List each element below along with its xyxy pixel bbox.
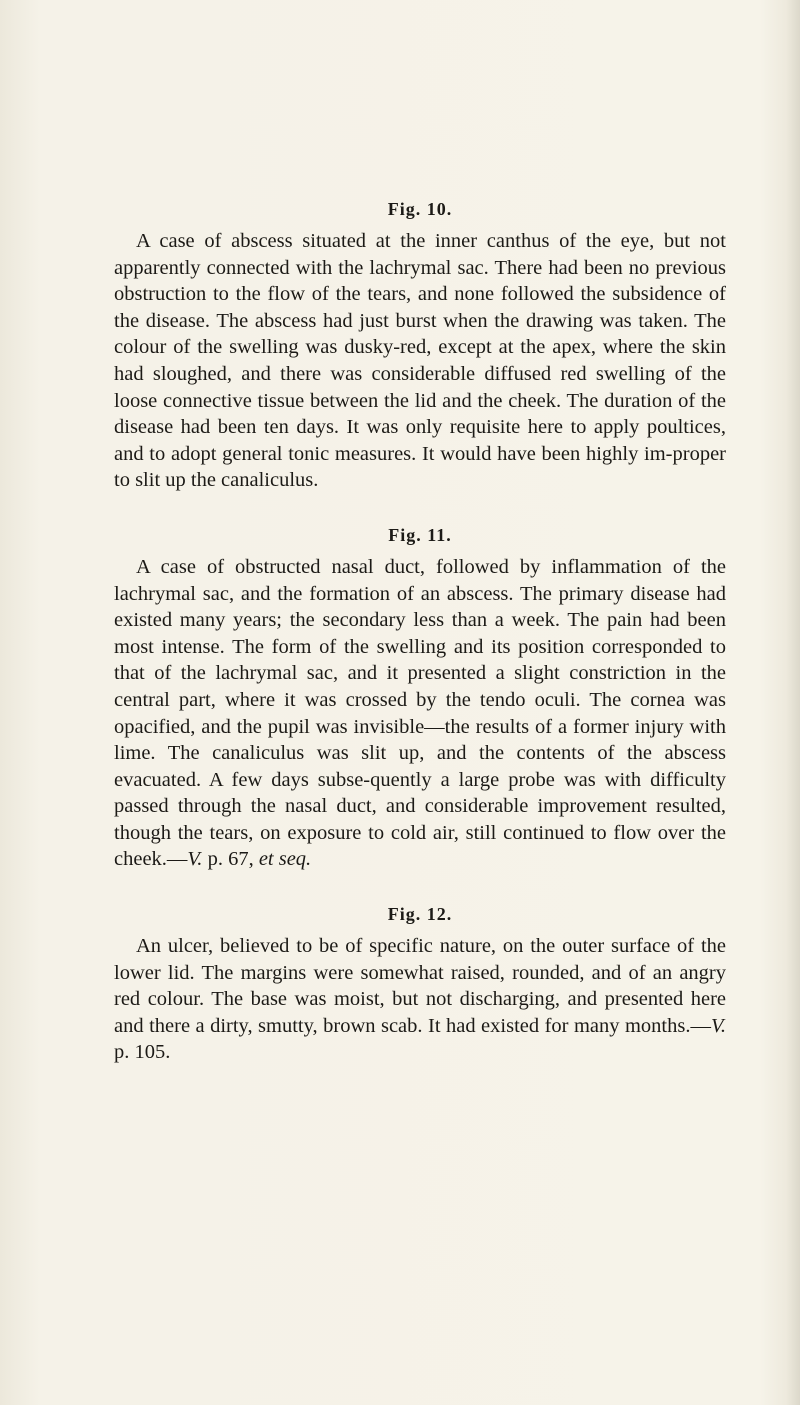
figure-10-description: A case of abscess situated at the inner canthus of the eye, but not apparently connected with the lachrymal sac. There had been no previous obstruction to the flow of the tears, and none followed the subsidence of the disease. The abscess had just burst when the drawing was taken. The colour of the swelling was dusky-red, except at the apex, where the skin had sloughed, and there was considerable diffused red swelling of the loose connective tissue between the lid and the cheek. The duration of the disease had been ten days. It was only requisite here to apply poultices, and to adopt general tonic measures. It would have been highly im-proper to slit up the canaliculus. xyxy=(114,230,726,492)
text-column xyxy=(114,196,726,1094)
figure-12-heading: Fig. 12. xyxy=(387,904,453,925)
figure-11-ref-etseq: et seq. xyxy=(258,848,312,871)
figure-12-description xyxy=(114,933,726,1066)
figure-11-ref-volume: V. xyxy=(187,848,203,871)
figure-12-ref-page: p. 105. xyxy=(114,1041,171,1064)
figure-11-section xyxy=(114,522,726,873)
figure-10-section xyxy=(114,196,726,494)
figure-11-body: A case of obstructed nasal duct, followed by inflammation of the lachrymal sac, and the formation of an abscess. The primary disease had existed many years; the secondary less than a week. The pain had been most intense. The form of the swelling and its position corresponded to that of the lachrymal sac, and it presented a slight constriction in the central part, where it was crossed by the tendo oculi. The cornea was opacified, and the pupil was invisible—the results of a former injury with lime. The canaliculus was slit up, and the contents of the abscess evacuated. A few days subse-quently a large probe was with difficulty passed through the nasal duct, and considerable improvement resulted, though the tears, on exposure to cold air, still continued to flow over the cheek.— xyxy=(114,555,726,871)
figure-12-ref-volume: V. xyxy=(710,1014,726,1037)
figure-11-ref-page: p. 67, xyxy=(202,848,259,871)
page-edge-shadow xyxy=(786,0,800,1405)
figure-12-section xyxy=(114,901,726,1066)
figure-10-heading: Fig. 10. xyxy=(387,199,453,219)
figure-12-body: An ulcer, believed to be of specific nature, on the outer surface of the lower lid. The margins were somewhat raised, rounded, and of an angry red colour. The base was moist, but not discharging, and presented here and there a dirty, smutty, brown scab. It had existed for many months.— xyxy=(114,935,726,1037)
figure-11-description xyxy=(114,554,726,873)
figure-11-heading: Fig. 11. xyxy=(388,524,452,545)
